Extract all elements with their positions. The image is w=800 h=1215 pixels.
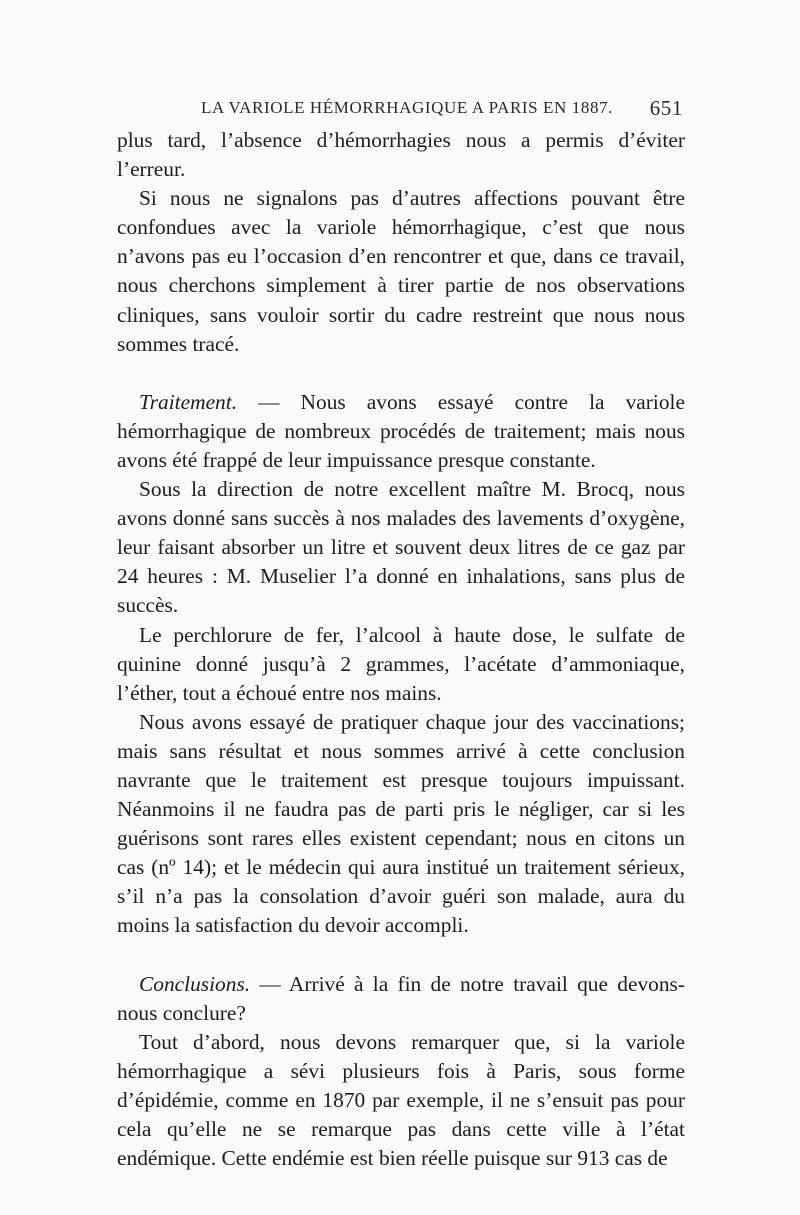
paragraph-continuation: plus tard, l’absence d’hémorrhagies nous a permis d’éviter l’erreur. [117, 128, 685, 182]
page-number: 651 [649, 96, 683, 120]
running-header [117, 92, 685, 126]
paragraph-conclusions [117, 970, 685, 1028]
section-heading-traitement: Traitement. [139, 389, 238, 414]
paragraph-traitement [117, 388, 685, 475]
section-heading-conclusions: Conclusions. [139, 971, 251, 996]
paragraph-conclusions-text: — Arrivé à la fin de notre travail que devons-nous conclure? [117, 971, 685, 1025]
paragraph-affections: Si nous ne signalons pas d’autres affections pouvant être confondues avec la variole hémorrhagique, c’est que nous n’avons pas eu l’occasion d’en rencontrer et que, dans ce travail, nous cherchons simplement à tirer partie de nos observations cliniques, sans vouloir sortir du cadre restreint que nous nous sommes tracé. [117, 186, 685, 356]
paragraph-perchlorure: Le perchlorure de fer, l’alcool à haute dose, le sulfate de quinine donné jusqu’à 2 grammes, l’acétate d’ammoniaque, l’éther, tout a échoué entre nos mains. [117, 622, 685, 705]
paragraph-endemie: Tout d’abord, nous devons remarquer que, si la variole hémorrhagique a sévi plusieurs fois à Paris, sous forme d’épidémie, comme en 1870 par exemple, il ne s’ensuit pas pour cela qu’elle ne se remarque pas dans cette ville à l’état endémique. Cette endémie est bien réelle puisque sur 913 cas de [117, 1029, 685, 1171]
paragraph-brocq: Sous la direction de notre excellent maître M. Brocq, nous avons donné sans succès à nos malades des lavements d’oxygène, leur faisant absorber un litre et souvent deux litres de ce gaz par 24 heures : M. Muselier l’a donné en inhalations, sans plus de succès. [117, 477, 685, 618]
paragraph-traitement-text: — Nous avons essayé contre la variole hémorrhagique de nombreux procédés de traitement; mais nous avons été frappé de leur impuissance presque constante. [117, 389, 685, 472]
book-page [117, 92, 685, 1173]
paragraph-vaccinations: Nous avons essayé de pratiquer chaque jour des vaccinations; mais sans résultat et nous sommes arrivé à cette conclusion navrante que le traitement est presque toujours impuissant. Néanmoins il ne faudra pas de parti pris le négliger, car si les guérisons sont rares elles existent cependant; nous en citons un cas (nº 14); et le médecin qui aura institué un traitement sérieux, s’il n’a pas la consolation d’avoir guéri son malade, aura du moins la satisfaction du devoir accompli. [117, 709, 685, 938]
body-text [117, 126, 685, 1173]
running-title: LA VARIOLE HÉMORRHAGIQUE A PARIS EN 1887. [201, 98, 614, 117]
